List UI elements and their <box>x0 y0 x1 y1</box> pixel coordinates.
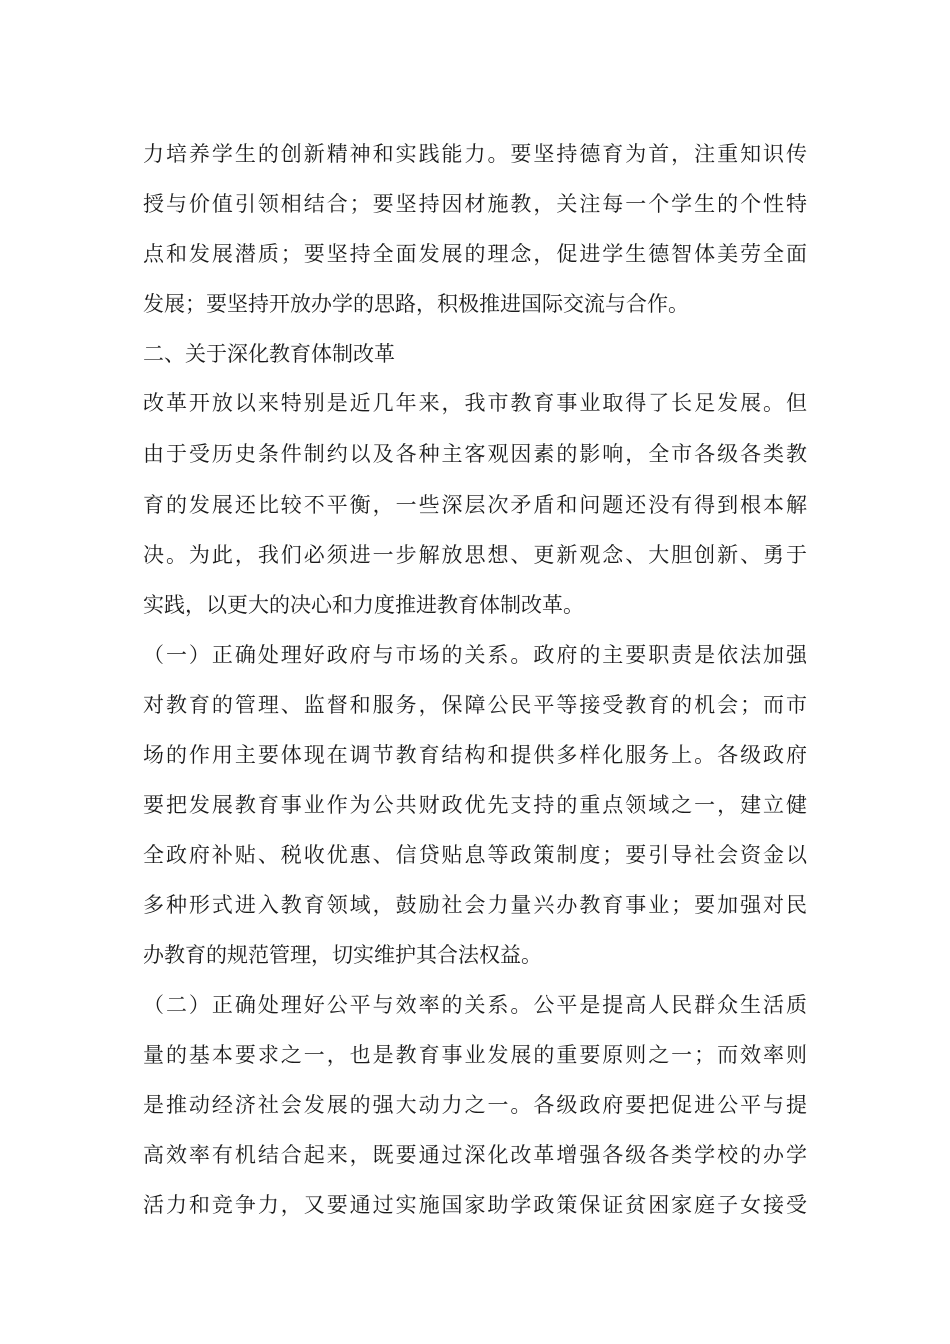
text-line: 发展；要坚持开放办学的思路，积极推进国际交流与合作。 <box>143 292 689 316</box>
text-line: 改革开放以来特别是近几年来，我市教育事业取得了长足发展。但 <box>143 391 807 415</box>
text-line: 高效率有机结合起来，既要通过深化改革增强各级各类学校的办学 <box>143 1143 807 1167</box>
text-line: 决。为此，我们必须进一步解放思想、更新观念、大胆创新、勇于 <box>143 543 807 567</box>
text-line: 由于受历史条件制约以及各种主客观因素的影响，全市各级各类教 <box>143 442 807 466</box>
subsection-line: （二）正确处理好公平与效率的关系。公平是提高人民群众生活质 <box>143 993 807 1017</box>
text-line: 多种形式进入教育领域，鼓励社会力量兴办教育事业；要加强对民 <box>143 893 807 917</box>
text-line: 实践，以更大的决心和力度推进教育体制改革。 <box>143 593 584 617</box>
text-line: 点和发展潜质；要坚持全面发展的理念，促进学生德智体美劳全面 <box>143 242 807 266</box>
text-line: 对教育的管理、监督和服务，保障公民平等接受教育的机会；而市 <box>143 693 807 717</box>
text-line: 活力和竞争力，又要通过实施国家助学政策保证贫困家庭子女接受 <box>143 1193 807 1217</box>
subsection-line: （一）正确处理好政府与市场的关系。政府的主要职责是依法加强 <box>143 643 807 667</box>
text-line: 是推动经济社会发展的强大动力之一。各级政府要把促进公平与提 <box>143 1093 807 1117</box>
text-line: 办教育的规范管理，切实维护其合法权益。 <box>143 943 542 967</box>
text-line: 育的发展还比较不平衡，一些深层次矛盾和问题还没有得到根本解 <box>143 493 807 517</box>
text-line: 力培养学生的创新精神和实践能力。要坚持德育为首，注重知识传 <box>143 142 807 166</box>
text-line: 量的基本要求之一，也是教育事业发展的重要原则之一；而效率则 <box>143 1043 807 1067</box>
text-line: 授与价值引领相结合；要坚持因材施教，关注每一个学生的个性特 <box>143 192 807 216</box>
text-line: 场的作用主要体现在调节教育结构和提供多样化服务上。各级政府 <box>143 743 807 767</box>
text-line: 全政府补贴、税收优惠、信贷贴息等政策制度；要引导社会资金以 <box>143 843 807 867</box>
text-line: 要把发展教育事业作为公共财政优先支持的重点领域之一，建立健 <box>143 793 807 817</box>
section-heading: 二、关于深化教育体制改革 <box>143 342 395 366</box>
